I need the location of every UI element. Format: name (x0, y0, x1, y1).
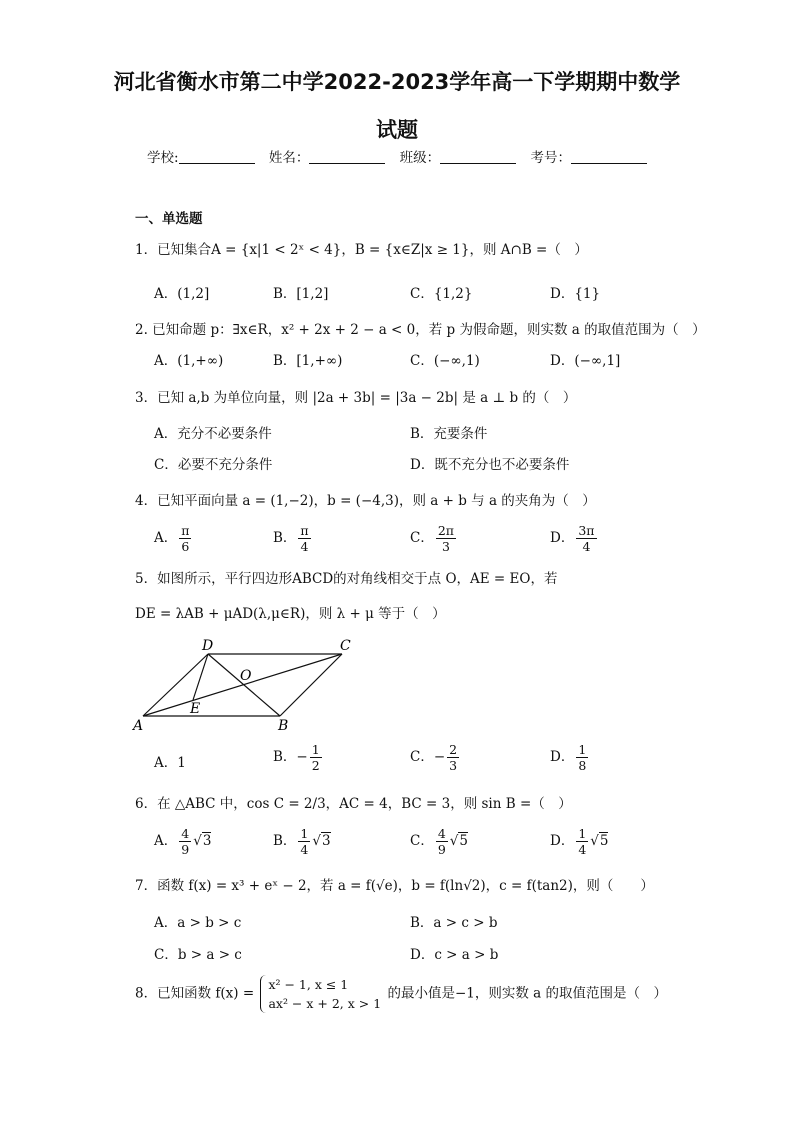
case-1: x² − 1, x ≤ 1 (268, 977, 349, 992)
option-letter: C． (410, 749, 434, 765)
option-letter: B． (273, 833, 297, 849)
question-5-line1: 5．如图所示，平行四边形ABCD的对角线相交于点 O，AE = EO，若 (135, 571, 558, 587)
q1-option-a[interactable]: A．(1,2] (154, 286, 210, 302)
class-label: 班级： (399, 150, 441, 166)
q1-option-b[interactable]: B．[1,2] (273, 286, 329, 302)
fraction: $\frac{\pi}{4}$ (300, 523, 309, 554)
label-a: A (133, 718, 144, 734)
q6-option-d[interactable]: D． $\frac{1}{4}$ √5 (550, 826, 609, 857)
q6-option-a[interactable]: A． $\frac{4}{9}$ √3 (154, 826, 212, 857)
class-blank[interactable] (440, 149, 516, 164)
fraction: $\frac{3\pi}{4}$ (578, 523, 595, 554)
page-title-line1: 河北省衡水市第二中学2022-2023学年高一下学期期中数学 (113, 70, 681, 94)
label-c: C (340, 638, 351, 654)
fraction: $\frac{2}{3}$ (449, 742, 458, 773)
option-letter: A． (154, 530, 178, 546)
q2-option-c[interactable]: C．(−∞,1) (410, 353, 480, 369)
q2-option-a[interactable]: A．(1,+∞) (154, 353, 224, 369)
option-letter: C． (410, 530, 434, 546)
q2-option-b[interactable]: B．[1,+∞) (273, 353, 343, 369)
q5-option-a[interactable]: A．1 (154, 755, 186, 771)
sqrt-radicand: 3 (202, 833, 212, 849)
q7-option-c[interactable]: C．b > a > c (154, 947, 242, 963)
q8-text-pre: 8．已知函数 f(x) = (135, 985, 255, 1002)
label-d: D (202, 638, 214, 654)
sqrt-radicand: 3 (321, 833, 331, 849)
name-label: 姓名： (268, 150, 310, 166)
question-1: 1．已知集合A = {x|1 < 2ˣ < 4}，B = {x∈Z|x ≥ 1}，则 A∩B =（ ） (135, 242, 588, 258)
q3-option-b[interactable]: B．充要条件 (410, 426, 488, 442)
sqrt-radicand: 5 (459, 833, 468, 849)
option-letter: D． (550, 833, 575, 849)
q4-option-c[interactable] (410, 523, 458, 554)
section-heading: 一、单选题 (135, 211, 203, 227)
question-2: 2. 已知命题 p：∃x∈R，x² + 2x + 2 − a < 0，若 p 为假命题，则实数 a 的取值范围为（ ） (135, 322, 706, 338)
student-info-row (0, 146, 794, 166)
fraction: $\frac{4}{9}$ (437, 826, 446, 857)
label-b: B (278, 718, 289, 734)
case-2: ax² − x + 2, x > 1 (268, 996, 382, 1011)
question-4: 4．已知平面向量 a = (1,−2)，b = (−4,3)，则 a + b 与 a 的夹角为（ ） (135, 493, 596, 509)
q7-option-d[interactable]: D．c > a > b (410, 947, 499, 963)
q2-option-d[interactable]: D．(−∞,1] (550, 353, 621, 369)
fraction: $\frac{1}{4}$ (578, 826, 587, 857)
q1-option-c[interactable]: C．{1,2} (410, 286, 473, 302)
option-letter: D． (550, 749, 575, 765)
q7-option-a[interactable]: A．a > b > c (154, 915, 242, 931)
question-5-line2: DE = λAB + μAD(λ,μ∈R)，则 λ + μ 等于（ ） (135, 606, 446, 622)
name-blank[interactable] (309, 149, 385, 164)
school-blank[interactable] (179, 149, 255, 164)
q3-option-a[interactable]: A．充分不必要条件 (154, 426, 272, 442)
fraction: $\frac{2\pi}{3}$ (437, 523, 455, 554)
diagonal-bd (208, 654, 280, 716)
q4-option-a[interactable] (154, 523, 193, 554)
fraction: $\frac{1}{2}$ (311, 742, 320, 773)
option-letter: D． (550, 530, 575, 546)
fraction: $\frac{1}{4}$ (300, 826, 309, 857)
q6-option-c[interactable]: C． $\frac{4}{9}$ √5 (410, 826, 468, 857)
diagonal-ac (143, 654, 342, 716)
sqrt-radicand: 5 (599, 833, 609, 849)
option-letter: B． (273, 749, 297, 765)
q4-option-b[interactable] (273, 523, 313, 554)
q3-option-d[interactable]: D．既不充分也不必要条件 (410, 457, 570, 473)
q4-option-d[interactable] (550, 523, 599, 554)
fraction: $\frac{\pi}{6}$ (181, 523, 190, 554)
question-6: 6．在 △ABC 中，cos C = 2/3，AC = 4，BC = 3，则 sin B =（ ） (135, 796, 572, 812)
q6-option-b[interactable]: B． $\frac{1}{4}$ √3 (273, 826, 331, 857)
q7-option-b[interactable]: B．a > c > b (410, 915, 498, 931)
q3-option-c[interactable]: C．必要不充分条件 (154, 457, 273, 473)
q5-option-b[interactable]: B．− $\frac{1}{2}$ (273, 742, 320, 773)
q8-text-post: 的最小值是−1，则实数 a 的取值范围是（ ） (387, 985, 667, 1002)
page-title-line2: 试题 (376, 118, 418, 142)
parallelogram-figure (130, 636, 360, 736)
option-letter: B． (273, 530, 297, 546)
question-8 (135, 975, 667, 1013)
piecewise-function (260, 975, 381, 1013)
fraction: $\frac{4}{9}$ (181, 826, 190, 857)
label-o: O (240, 668, 252, 684)
question-3: 3．已知 a,b 为单位向量，则 |2a + 3b| = |3a − 2b| 是 a ⊥ b 的（ ） (135, 390, 577, 406)
school-label: 学校: (147, 150, 179, 166)
fraction: $\frac{1}{8}$ (578, 742, 587, 773)
number-label: 考号： (530, 150, 571, 166)
number-blank[interactable] (571, 149, 647, 164)
label-e: E (190, 701, 201, 717)
q5-option-c[interactable]: C．− $\frac{2}{3}$ (410, 742, 458, 773)
question-7: 7．函数 f(x) = x³ + eˣ − 2，若 a = f(√e)，b = f(ln√2)，c = f(tan2)，则（ ） (135, 878, 654, 894)
option-letter: C． (410, 833, 434, 849)
option-letter: A． (154, 833, 178, 849)
q1-option-d[interactable]: D．{1} (550, 286, 601, 302)
q5-option-d[interactable] (550, 742, 590, 773)
